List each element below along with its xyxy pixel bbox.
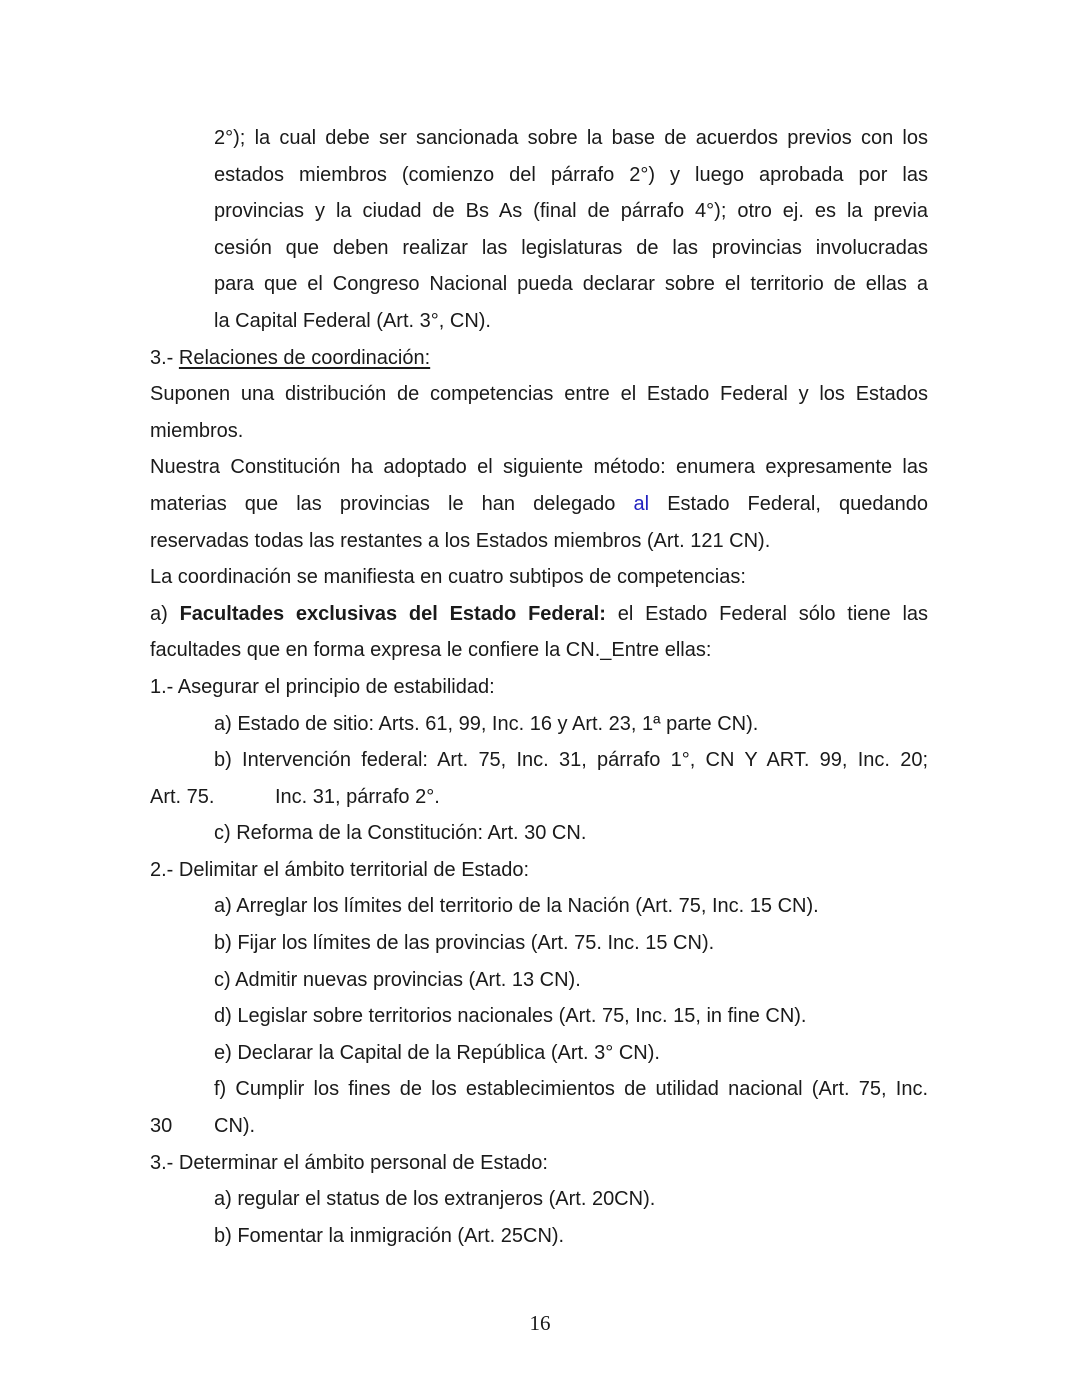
list-item: b) Fomentar la inmigración (Art. 25CN). <box>214 1224 565 1247</box>
list-item: f) Cumplir los fines de los establecimientos de utilidad nacional (Art. 75, Inc. <box>214 1078 928 1101</box>
list-item: c) Reforma de la Constitución: Art. 30 CN. <box>214 822 587 845</box>
text-span: materias que las provincias le han delegado <box>150 492 634 515</box>
list-title: 3.- Determinar el ámbito personal de Estado: <box>150 1151 548 1174</box>
list-title: 1.- Asegurar el principio de estabilidad: <box>150 675 495 698</box>
text-span: a) <box>150 602 180 625</box>
list-title: 2.- Delimitar el ámbito territorial de Estado: <box>150 858 530 881</box>
list-item: d) Legislar sobre territorios nacionales (Art. 75, Inc. 15, in fine CN). <box>214 1005 807 1028</box>
text-line: Suponen una distribución de competencias entre el Estado Federal y los Estados <box>150 383 928 406</box>
list-item: a) Estado de sitio: Arts. 61, 99, Inc. 16 y Art. 23, 1ª parte CN). <box>214 712 759 735</box>
text-line: para que el Congreso Nacional pueda declarar sobre el territorio de ellas a <box>214 273 928 296</box>
text-span: Art. 75. <box>150 785 215 808</box>
list-item: e) Declarar la Capital de la República (Art. 3° CN). <box>214 1041 660 1064</box>
text-line: miembros. <box>150 419 244 442</box>
list-item: b) Intervención federal: Art. 75, Inc. 31, párrafo 1°, CN Y ART. 99, Inc. 20; <box>214 749 928 772</box>
text-line: La coordinación se manifiesta en cuatro subtipos de competencias: <box>150 566 746 589</box>
list-item: c) Admitir nuevas provincias (Art. 13 CN). <box>214 968 581 991</box>
list-item-continuation <box>150 1108 928 1145</box>
list-item: a) Arreglar los límites del territorio de la Nación (Art. 75, Inc. 15 CN). <box>214 895 819 918</box>
highlighted-word: al <box>633 492 650 515</box>
text-line: reservadas todas las restantes a los Estados miembros (Art. 121 CN). <box>150 529 771 552</box>
list-item-continuation <box>150 779 928 816</box>
text-line: provincias y la ciudad de Bs As (final de párrafo 4°); otro ej. es la previa <box>214 200 928 223</box>
list-item: b) Fijar los límites de las provincias (Art. 75. Inc. 15 CN). <box>214 932 715 955</box>
text-line: estados miembros (comienzo del párrafo 2°) y luego aprobada por las <box>214 163 928 186</box>
bold-term: Facultades exclusivas del Estado Federal: <box>179 602 606 625</box>
text-line: Nuestra Constitución ha adoptado el siguiente método: enumera expresamente las <box>150 456 928 479</box>
section-title: Relaciones de coordinación: <box>178 346 431 369</box>
text-line: la Capital Federal (Art. 3°, CN). <box>214 309 491 332</box>
text-line: facultades que en forma expresa le confiere la CN._Entre ellas: <box>150 639 712 662</box>
text-span: CN). <box>214 1115 256 1138</box>
list-item: a) regular el status de los extranjeros (Art. 20CN). <box>214 1188 656 1211</box>
text-line <box>150 486 928 523</box>
text-line <box>150 596 928 633</box>
text-span: el Estado Federal sólo tiene las <box>605 602 928 625</box>
text-span: Estado Federal, quedando <box>649 492 928 515</box>
page-number: 16 <box>529 1311 551 1335</box>
section-number: 3.- <box>150 346 179 369</box>
document-body <box>150 120 928 1254</box>
text-line: cesión que deben realizar las legislaturas de las provincias involucradas <box>214 236 928 259</box>
text-span: 30 <box>150 1115 173 1138</box>
text-span: Inc. 31, párrafo 2°. <box>275 785 440 808</box>
section-heading <box>150 340 928 377</box>
text-line: 2°); la cual debe ser sancionada sobre la base de acuerdos previos con los <box>214 127 928 149</box>
